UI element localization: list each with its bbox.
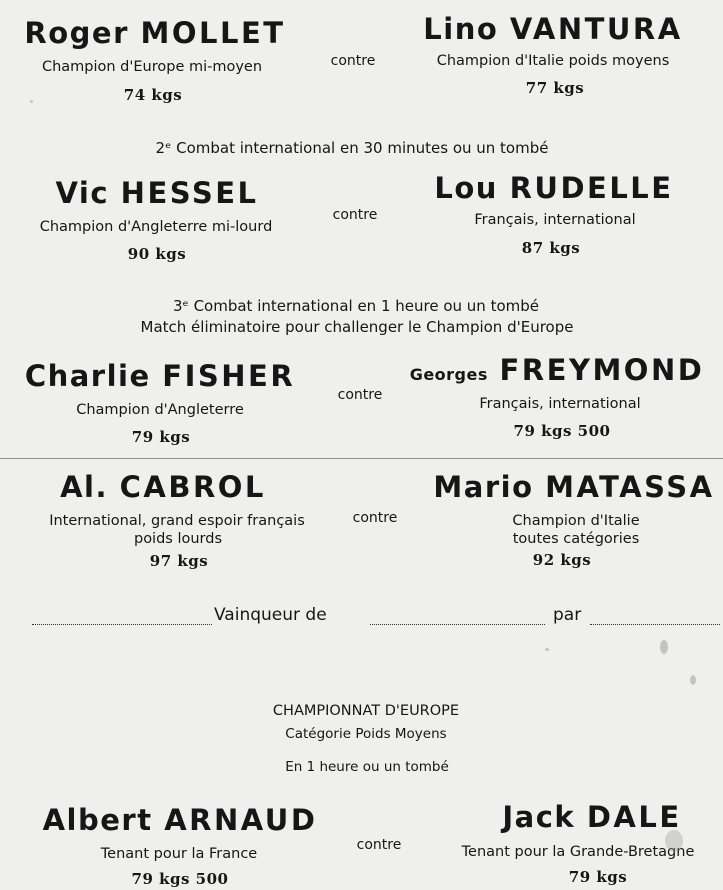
paper-speck xyxy=(545,648,549,651)
fighter-name-left-4 xyxy=(60,470,266,504)
fighter-title-right-2: Français, international xyxy=(474,212,636,228)
winner-label: Vainqueur de xyxy=(214,605,327,625)
fighter-title-left-3: Champion d'Angleterre xyxy=(76,402,244,418)
fighter-weight-right-1: 77 kgs xyxy=(525,79,585,97)
contre-label-2: contre xyxy=(332,207,378,223)
fighter-name-right-5 xyxy=(502,800,681,834)
fighter-name-left-5 xyxy=(43,803,318,837)
first-name: Mario xyxy=(433,470,534,504)
first-name: Georges xyxy=(409,365,488,384)
last-name: FREYMOND xyxy=(499,353,705,387)
bout-heading-2: 2ᵉ Combat international en 30 minutes ou un tombé xyxy=(155,139,549,157)
contre-label-4: contre xyxy=(352,510,398,526)
fighter-title-right-5: Tenant pour la Grande-Bretagne xyxy=(461,844,695,860)
fighter-weight-left-4: 97 kgs xyxy=(149,552,209,570)
fighter-title-left-4-line1: International, grand espoir français xyxy=(49,513,305,529)
winner-blank-line-2 xyxy=(370,624,545,625)
fighter-weight-left-1: 74 kgs xyxy=(123,86,183,104)
paper-speck xyxy=(660,640,668,654)
first-name: Lou xyxy=(434,171,498,205)
last-name: RUDELLE xyxy=(509,171,674,205)
last-name: MOLLET xyxy=(140,16,286,50)
fighter-name-left-2 xyxy=(55,176,258,210)
fighter-weight-right-4: 92 kgs xyxy=(532,551,592,569)
fighter-name-right-3 xyxy=(410,353,705,392)
winner-blank-line-3 xyxy=(590,624,720,625)
championship-duration: En 1 heure ou un tombé xyxy=(285,759,449,775)
winner-blank-line-1 xyxy=(32,624,212,625)
fighter-name-right-2 xyxy=(434,171,673,205)
contre-label-1: contre xyxy=(330,53,376,69)
first-name: Lino xyxy=(423,12,499,46)
championship-category: Catégorie Poids Moyens xyxy=(285,726,447,742)
fighter-title-right-4-line1: Champion d'Italie xyxy=(512,513,640,529)
contre-label-3: contre xyxy=(337,387,383,403)
championship-title: CHAMPIONNAT D'EUROPE xyxy=(272,703,460,719)
bout-heading-3: 3ᵉ Combat international en 1 heure ou un tombé xyxy=(173,297,539,315)
contre-label-5: contre xyxy=(356,837,402,853)
paper-speck xyxy=(665,830,683,852)
fighter-title-right-3: Français, international xyxy=(479,396,641,412)
last-name: DALE xyxy=(586,800,682,834)
fighter-weight-left-5: 79 kgs 500 xyxy=(131,870,229,888)
paper-speck xyxy=(30,100,33,103)
by-label: par xyxy=(553,605,582,625)
fighter-title-right-4-line2: toutes catégories xyxy=(512,531,640,547)
last-name: VANTURA xyxy=(509,12,683,46)
first-name: Jack xyxy=(502,800,576,834)
last-name: HESSEL xyxy=(120,176,259,210)
fighter-weight-left-3: 79 kgs xyxy=(131,428,191,446)
fighter-name-left-1 xyxy=(24,16,285,50)
last-name: FISHER xyxy=(162,359,296,393)
fold-line xyxy=(0,458,723,459)
fighter-title-left-4-line2: poids lourds xyxy=(133,531,223,547)
first-name: Vic xyxy=(55,176,110,210)
first-name: Albert xyxy=(42,803,153,837)
fighter-title-right-1: Champion d'Italie poids moyens xyxy=(436,53,670,69)
last-name: MATASSA xyxy=(545,470,715,504)
fighter-title-left-5: Tenant pour la France xyxy=(100,846,258,862)
first-name: Al. xyxy=(60,470,108,504)
fighter-name-right-4 xyxy=(433,470,714,504)
fighter-weight-right-2: 87 kgs xyxy=(521,239,581,257)
fighter-weight-right-5: 79 kgs xyxy=(568,868,628,886)
first-name: Roger xyxy=(24,16,129,50)
paper-speck xyxy=(690,675,696,685)
fighter-weight-right-3: 79 kgs 500 xyxy=(513,422,611,440)
fighter-weight-left-2: 90 kgs xyxy=(127,245,187,263)
bout-subheading-3: Match éliminatoire pour challenger le Champion d'Europe xyxy=(140,318,574,336)
fighter-title-left-1: Champion d'Europe mi-moyen xyxy=(41,59,263,75)
last-name: CABROL xyxy=(119,470,266,504)
first-name: Charlie xyxy=(24,359,151,393)
fighter-name-right-1 xyxy=(423,12,682,46)
fighter-title-left-2: Champion d'Angleterre mi-lourd xyxy=(39,219,273,235)
last-name: ARNAUD xyxy=(164,803,318,837)
fighter-name-left-3 xyxy=(25,359,295,393)
